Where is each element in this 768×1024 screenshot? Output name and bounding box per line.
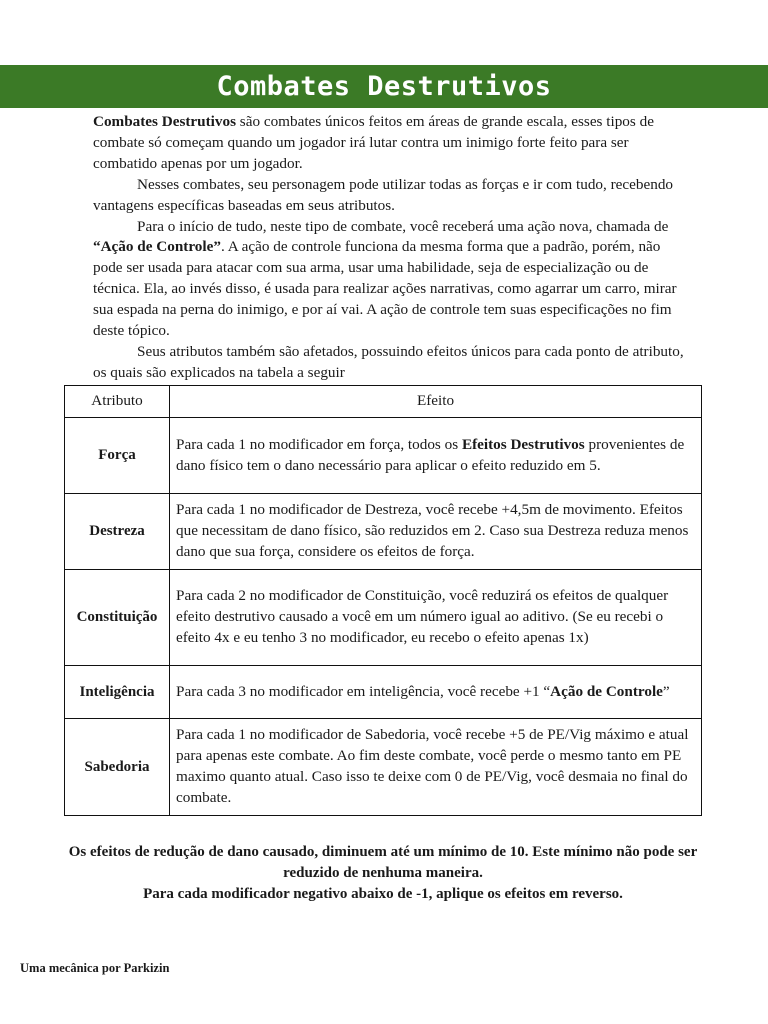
intro-paragraph-1 (93, 112, 693, 175)
title-banner (0, 65, 768, 108)
intro-p3-after: . A ação de controle funciona da mesma forma que a padrão, porém, não pode ser usada para atacar com sua arma, usar uma habilidade, seja de especialização ou de técnica. Ela, ao invés disso, é usada para realizar ações narrativas, como agarrar um carro, mirar sua espada na perna do inimigo, e por aí vai. A ação de controle tem suas especificações no fim deste tópico. (93, 238, 677, 340)
effect-cell: Para cada 1 no modificador de Sabedoria, você recebe +5 de PE/Vig máximo e atual para apenas este combate. Ao fim deste combate, você perde o mesmo tanto em PE maximo quanto atual. Caso isso te deixe com 0 de PE/Vig, você desmaia no final do combate. (170, 719, 702, 816)
intro-p3-before: Para o início de tudo, neste tipo de combate, você receberá uma ação nova, chamada de (137, 217, 669, 235)
effect-text: Para cada 3 no modificador em inteligência, você recebe +1 “ (176, 682, 551, 700)
footer-note (64, 842, 702, 905)
intro-p1-text: são combates únicos feitos em áreas de grande escala, esses tipos de combate só começam quando um jogador irá lutar contra um inimigo forte feito para ser combatido apenas por um jogador. (93, 113, 654, 172)
table-row (65, 666, 702, 719)
table-header-row (65, 386, 702, 418)
intro-p3-term: “Ação de Controle” (93, 238, 221, 256)
effect-text: ” (662, 682, 670, 700)
table-row (65, 719, 702, 816)
effect-term: Efeitos Destrutivos (461, 435, 585, 453)
table-row (65, 570, 702, 666)
page-title: Combates Destrutivos (216, 71, 552, 102)
table-row (65, 418, 702, 494)
effect-term: Ação de Controle (550, 682, 663, 700)
effect-text: provenientes de dano físico tem o dano necessário para aplicar o efeito reduzido em 5. (176, 435, 685, 474)
footer-line-2: Para cada modificador negativo abaixo de -1, aplique os efeitos em reverso. (143, 886, 623, 902)
intro-paragraph-3 (93, 217, 693, 342)
effect-cell: Para cada 1 no modificador de Destreza, você recebe +4,5m de movimento. Efeitos que necessitam de dano físico, são reduzidos em 2. Caso sua Destreza reduza menos dano que sua força, considere os efeitos de força. (170, 494, 702, 570)
effect-text: Para cada 1 no modificador em força, todos os (176, 435, 462, 453)
attribute-cell: Constituição (65, 570, 170, 666)
footer-line-1: Os efeitos de redução de dano causado, diminuem até um mínimo de 10. Este mínimo não pode ser reduzido de nenhuma maneira. (68, 844, 698, 881)
intro-paragraph-4: Seus atributos também são afetados, possuindo efeitos únicos para cada ponto de atributo, os quais são explicados na tabela a seguir (93, 342, 684, 381)
column-header-attribute: Atributo (65, 386, 170, 418)
column-header-effect: Efeito (170, 386, 702, 418)
table-row (65, 494, 702, 570)
attribute-cell: Força (65, 418, 170, 494)
intro-term: Combates Destrutivos (93, 113, 236, 130)
effect-cell (170, 666, 702, 719)
attribute-cell: Inteligência (65, 666, 170, 719)
effect-cell: Para cada 2 no modificador de Constituição, você reduzirá os efeitos de qualquer efeito destrutivo causado a você em um número igual ao aditivo. (Se eu recebi o efeito 4x e eu tenho 3 no modificador, eu recebo o efeito apenas 1x) (170, 570, 702, 666)
intro-paragraph-2: Nesses combates, seu personagem pode utilizar todas as forças e ir com tudo, recebendo vantagens específicas baseadas em seus atributos. (93, 175, 674, 214)
attribute-table (64, 385, 702, 816)
attribute-cell: Destreza (65, 494, 170, 570)
author-credit: Uma mecânica por Parkizin (20, 961, 170, 975)
attribute-cell: Sabedoria (65, 719, 170, 816)
effect-cell (170, 418, 702, 494)
intro-text (93, 112, 693, 384)
